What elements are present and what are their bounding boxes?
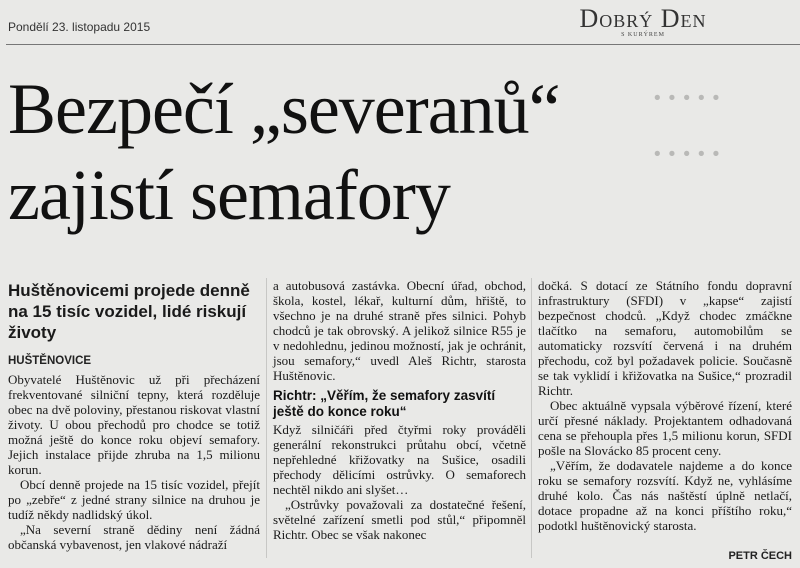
article-column-3 (538, 278, 792, 533)
masthead-rule (505, 44, 800, 45)
paragraph: dočká. S dotací ze Státního fondu dopravní infrastruktury (SFDI) v „kapse“ zajistí bezpečnost chodců. „Když chodec zmáčkne tlačítko na semaforu, automobilům se automaticky rozsvítí červená i na druhém přechodu, což byl požadavek policie. Současně se tak vyklidí i křižovatka na Sušice,“ prozradil Richtr. (538, 278, 792, 398)
interheading: Richtr: „Věřím, že semafory zasvítí ještě do konce roku“ (273, 388, 496, 419)
author-byline: PETR ČECH (728, 550, 792, 562)
article-column-1 (8, 372, 260, 552)
paragraph: „Na severní straně dědiny není žádná občanská vybavenost, jen vlakové nádraží (8, 522, 260, 552)
headline (8, 66, 648, 238)
masthead-title: Dobrý Den (579, 4, 707, 33)
bleed-through-decoration: ····· ····· (650, 73, 724, 178)
paragraph: „Věřím, že dodavatele najdeme a do konce roku se semafory rozsvítí. Když ne, vyhlásíme druhé kolo. Čas nás naštěstí úplně netlačí, dotace propadne až na konci příštího roku,“ podotkl huštěnovický starosta. (538, 458, 792, 533)
masthead-subtitle: S KURÝREM (621, 32, 665, 38)
headline-line-2: zajistí semafory (8, 155, 450, 235)
column-divider (266, 278, 267, 558)
headline-line-1: Bezpečí „severanů“ (8, 69, 560, 149)
article-column-2 (273, 278, 526, 542)
masthead (500, 4, 786, 38)
dateline: HUŠTĚNOVICE (8, 355, 92, 367)
paragraph: Obcí denně projede na 15 tisíc vozidel, přejít po „zebře“ z jedné strany silnice na druhou je tudíž někdy nadlidský úkol. (8, 477, 260, 522)
subheading: Huštěnovicemi projede denně na 15 tisíc vozidel, lidé riskují životy (8, 281, 250, 342)
issue-date: Pondělí 23. listopadu 2015 (8, 20, 151, 34)
paragraph: Když silničáři před čtyřmi roky prováděli generální rekonstrukci průtahu obcí, včetně nepřehledné křižovatky na Sušice, osadili přechody dělicími ostrůvky. O semaforech nechtěl nikdo ani slyšet… (273, 422, 526, 497)
paragraph: Obec aktuálně vypsala výběrové řízení, které určí přesné náklady. Projektantem odhadovaná cena se přehoupla přes 1,5 milionu korun, SFDI pošle na Slovácko 85 procent ceny. (538, 398, 792, 458)
column-divider (531, 278, 532, 558)
paragraph: a autobusová zastávka. Obecní úřad, obchod, škola, kostel, lékař, kulturní dům, hřiště, to všechno je na druhé straně přes silnici. Pohyb chodců je tak obrovský. A jelikož silnice R55 je v nedohlednu, jedinou možností, jak je ochránit, jsou semafory,“ uvedl Aleš Richtr, starosta Huštěnovic. (273, 278, 526, 383)
paragraph: „Ostrůvky považovali za dostatečné řešení, světelné zařízení smetli pod stůl,“ připomněl Richtr. Obec se však nakonec (273, 497, 526, 542)
header-rule (6, 44, 510, 45)
paragraph: Obyvatelé Huštěnovic už při přecházení frekventované silniční tepny, která rozděluje obec na dvě poloviny, přestanou riskovat vlastní životy. U obou přechodů pro chodce se totiž možná ještě do konce roku objeví semafory. Jejich instalace přijde zhruba na 1,5 milionu korun. (8, 372, 260, 477)
